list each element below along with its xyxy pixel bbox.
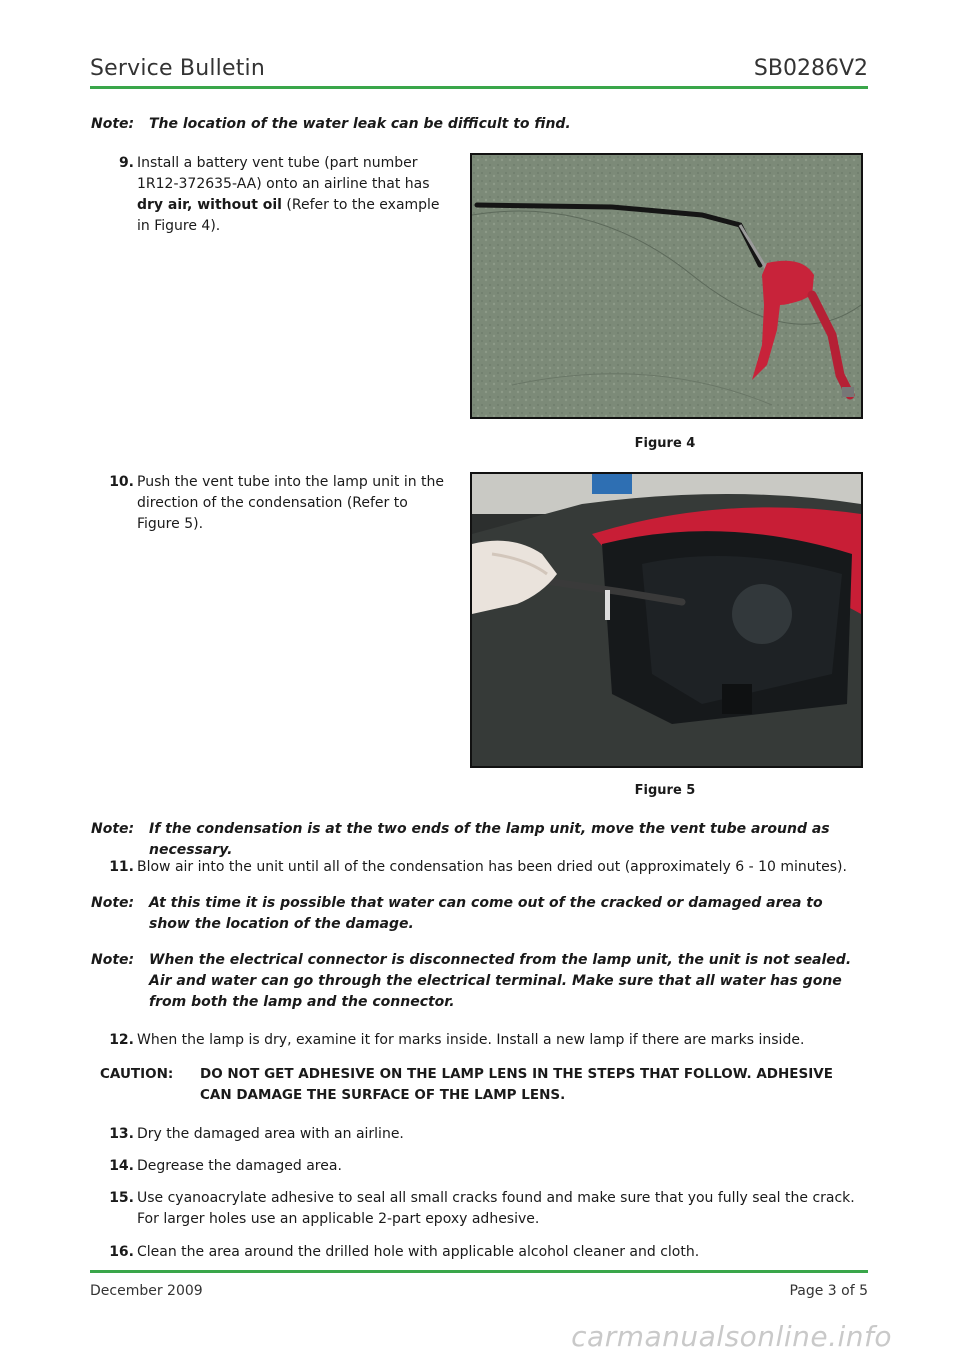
caution-text: DO NOT GET ADHESIVE ON THE LAMP LENS IN THE STEPS THAT FOLLOW. ADHESIVE CAN DAMAGE THE SURFACE OF THE LAMP LENS. (200, 1066, 833, 1103)
step-text: Push the vent tube into the lamp unit in the direction of the condensation (Refer to Figure 5). (137, 474, 445, 532)
figure-4-caption: Figure 4 (634, 436, 696, 451)
step-text: Clean the area around the drilled hole with applicable alcohol cleaner and cloth. (137, 1244, 700, 1260)
step-number: 11. (109, 859, 134, 875)
note-water-damage (91, 893, 831, 935)
step-number: 16. (109, 1244, 134, 1260)
watermark-logo: carmanualsonline.info (571, 1320, 892, 1353)
step-12 (98, 1030, 868, 1051)
step-number: 14. (109, 1158, 134, 1174)
header-divider (90, 86, 868, 89)
step-text: Dry the damaged area with an airline. (137, 1126, 404, 1142)
footer-date: December 2009 (90, 1283, 203, 1299)
step-emphasis: dry air, without oil (137, 197, 282, 213)
caution-adhesive (100, 1064, 860, 1106)
step-text: Blow air into the unit until all of the condensation has been dried out (approximately 6 - 10 minutes). (137, 859, 847, 875)
note-text: At this time it is possible that water can come out of the cracked or damaged area to show the location of the damage. (149, 895, 823, 932)
airline-blow-gun-icon (472, 155, 861, 417)
note-text: When the electrical connector is disconnected from the lamp unit, the unit is not sealed. Air and water can go through the electrical terminal. Make sure that all water has gone from both the lamp and the connector. (149, 952, 852, 1010)
lamp-unit-vent-tube-icon (472, 474, 861, 766)
step-14 (98, 1156, 868, 1177)
step-number: 10. (109, 474, 134, 490)
note-label: Note: (91, 895, 135, 911)
step-11 (98, 857, 868, 878)
note-electrical-connector (91, 950, 866, 1013)
step-10 (98, 472, 450, 535)
note-text: If the condensation is at the two ends of the lamp unit, move the vent tube around as necessary. (149, 821, 830, 858)
step-15 (98, 1188, 868, 1230)
caution-label: CAUTION: (100, 1066, 174, 1082)
footer-divider (90, 1270, 868, 1273)
document-title: Service Bulletin (90, 56, 265, 81)
step-text: Install a battery vent tube (part number 1R12-372635-AA) onto an airline that has dry air, without oil (Refer to the example in Figure 4). (137, 155, 440, 234)
figure-5-photo (470, 472, 863, 768)
figure-5-caption: Figure 5 (634, 783, 696, 798)
step-number: 13. (109, 1126, 134, 1142)
note-text: The location of the water leak can be difficult to find. (149, 116, 571, 132)
step-text: When the lamp is dry, examine it for marks inside. Install a new lamp if there are marks inside. (137, 1032, 805, 1048)
note-condensation-ends (91, 819, 881, 861)
step-13 (98, 1124, 868, 1145)
step-number: 12. (109, 1032, 134, 1048)
bulletin-code: SB0286V2 (753, 56, 868, 81)
footer-page-number: Page 3 of 5 (789, 1283, 868, 1299)
step-9 (98, 153, 450, 237)
figure-4-photo (470, 153, 863, 419)
note-leak-location (91, 114, 871, 135)
step-text: Degrease the damaged area. (137, 1158, 342, 1174)
step-text: Use cyanoacrylate adhesive to seal all small cracks found and make sure that you fully seal the crack. For larger holes use an applicable 2-part epoxy adhesive. (137, 1190, 855, 1227)
step-number: 15. (109, 1190, 134, 1206)
note-label: Note: (91, 821, 135, 837)
step-number: 9. (118, 155, 134, 171)
note-label: Note: (91, 116, 135, 132)
step-16 (98, 1242, 868, 1263)
note-label: Note: (91, 952, 135, 968)
